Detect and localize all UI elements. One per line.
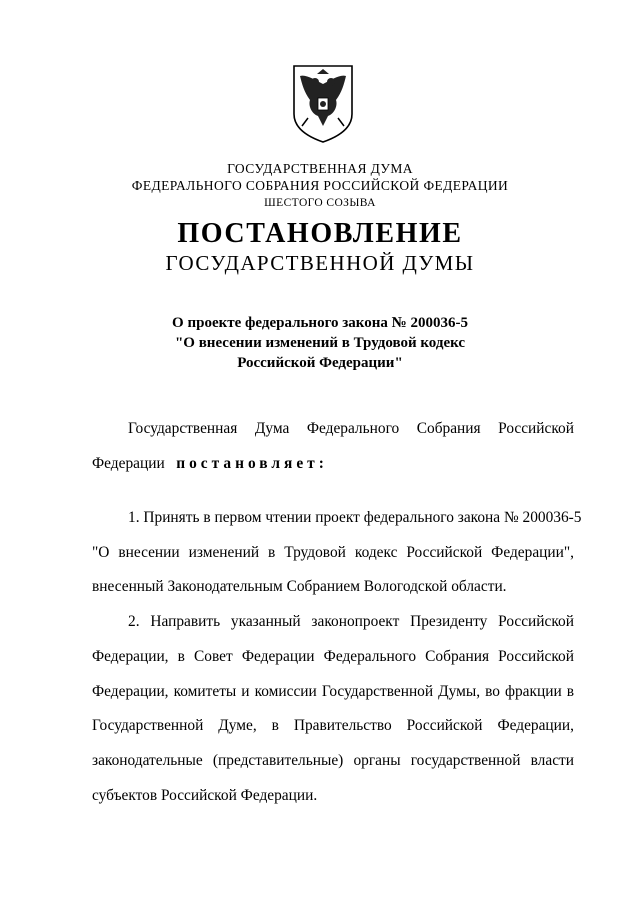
subject-line-3: Российской Федерации": [237, 355, 403, 371]
item2-line-6: субъектов Российской Федерации.: [92, 787, 318, 804]
preamble-resolves: постановляет:: [176, 455, 328, 472]
header-line-2: ФЕДЕРАЛЬНОГО СОБРАНИЯ РОССИЙСКОЙ ФЕДЕРАЦИИ: [131, 178, 509, 193]
subject-line-1: О проекте федерального закона № 200036-5: [172, 315, 468, 331]
item2-line-4: Государственной Думе, в Правительство Российской Федерации,: [92, 717, 574, 734]
document-subtitle: ГОСУДАРСТВЕННОЙ ДУМЫ: [165, 251, 475, 275]
item2-line-5: законодательные (представительные) органы государственной власти: [92, 752, 574, 769]
header-line-3: ШЕСТОГО СОЗЫВА: [264, 197, 376, 209]
preamble-line-1: Государственная Дума Федерального Собрания Российской: [128, 420, 574, 437]
header-line-1: ГОСУДАРСТВЕННАЯ ДУМА: [227, 161, 413, 176]
item2-line-3: Федерации, комитеты и комиссии Государственной Думы, во фракции в: [92, 683, 574, 700]
subject-line-2: "О внесении изменений в Трудовой кодекс: [174, 335, 466, 351]
document-subject: [0, 313, 640, 373]
item1-line-1: 1. Принять в первом чтении проект федерального закона № 200036-5: [128, 509, 582, 526]
item1-line-2: "О внесении изменений в Трудовой кодекс Российской Федерации",: [92, 544, 574, 561]
preamble-line-2: [92, 455, 574, 473]
item2-line-2: Федерации, в Совет Федерации Федерального Собрания Российской: [92, 648, 574, 665]
item2-line-1: 2. Направить указанный законопроект Президенту Российской: [128, 613, 574, 630]
item1-line-3: внесенный Законодательным Собранием Вологодской области.: [92, 578, 507, 595]
document-title: ПОСТАНОВЛЕНИЕ: [177, 218, 463, 249]
preamble-country: Федерации: [92, 455, 165, 472]
coat-of-arms-emblem: [288, 62, 358, 146]
